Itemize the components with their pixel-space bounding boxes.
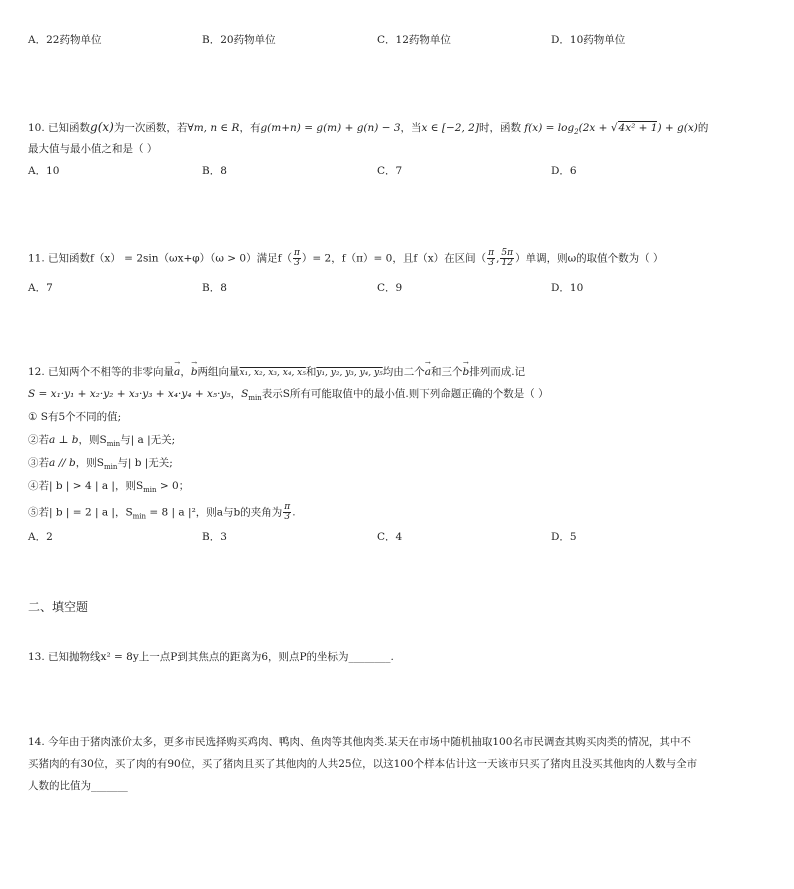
q11-frac2-den: 3 — [488, 258, 494, 268]
q12-s-definition: S = x₁·y₁ + x₂·y₂ + x₃·y₃ + x₄·y₄ + x₅·y₅ — [28, 388, 231, 400]
q12-line2-c: 表示S所有可能取值中的最小值.则下列命题正确的个数是（ ） — [261, 388, 549, 400]
q12-line1-f: 和三个 — [430, 366, 463, 378]
q10-eq: g(m+n) = g(m) + g(n) − 3 — [260, 122, 401, 134]
q12-vec-a: → a — [174, 366, 180, 379]
q11-suffix: ）单调，则ω的取值个数为（ ） — [515, 252, 664, 265]
q10-option-b: B．8 — [202, 165, 227, 177]
q12-item2-b: a ⊥ b — [49, 434, 79, 446]
q12-smin: S — [241, 388, 249, 400]
q9-option-a: A．22药物单位 — [28, 34, 102, 46]
q14-stem-line2: 买猪肉的有30位，买了肉的有90位，买了猪肉且买了其他肉的人共25位，以这100个样本估计这一天该市只买了猪肉且没买其他肉的人数与全市 — [28, 758, 698, 770]
q11-frac1-num: π — [294, 248, 300, 258]
q10-option-a: A．10 — [28, 165, 60, 177]
q12-option-a: A．2 — [28, 531, 53, 543]
q12-line2-b: ， — [230, 388, 242, 400]
q11-prefix: 11. 已知函数f（x） = 2sin（ωx+φ）（ω > 0）满足f（ — [28, 252, 292, 265]
q12-option-b: B．3 — [202, 531, 227, 543]
q12-smin-sub: min — [248, 394, 262, 403]
q12-option-d: D．5 — [551, 531, 577, 543]
q12-vec-b-2: → b — [462, 366, 469, 379]
q12-item-5 — [28, 503, 296, 522]
q9-option-d: D．10药物单位 — [551, 34, 626, 46]
q12-stem-line1 — [28, 366, 525, 379]
q12-line1-g: 排列而成.记 — [469, 366, 526, 378]
q10-t3: ，当 — [400, 122, 422, 134]
q10-stem-line2: 最大值与最小值之和是（ ） — [28, 143, 158, 155]
q12-stem-line2 — [28, 388, 549, 403]
q11-frac3-num: 5π — [501, 248, 514, 258]
q12-item3-d: min — [103, 463, 118, 472]
q12-item3-e: 与| b |无关; — [117, 457, 173, 469]
q12-xs: x₁, x₂, x₃, x₄, x₅ — [239, 368, 306, 378]
q10-t4: 时，函数 — [478, 122, 521, 134]
q12-item5-frac — [283, 503, 291, 522]
q12-item-2 — [28, 434, 175, 449]
q12-line1-b: ， — [180, 366, 191, 378]
q10-func-sqrt: 4x² + 1 — [618, 122, 658, 134]
q12-item2-e: 与| a |无关; — [120, 434, 176, 446]
q10-option-c: C．7 — [377, 165, 403, 177]
q12-line1-a: 12. 已知两个不相等的非零向量 — [28, 366, 175, 378]
q10-forall: ∀m, n ∈ R — [187, 122, 240, 134]
q9-option-c: C．12药物单位 — [377, 34, 451, 46]
q11-stem — [28, 249, 663, 268]
q11-option-a: A．7 — [28, 282, 53, 294]
q11-frac1-den: 3 — [294, 258, 300, 268]
q10-stem-line1 — [28, 120, 708, 137]
q11-frac1 — [293, 249, 301, 268]
section-title-fill-in: 二、填空题 — [28, 600, 89, 614]
q12-option-c: C．4 — [377, 531, 403, 543]
q11-frac3-den: 12 — [501, 258, 513, 268]
q12-ys: y₁, y₂, y₃, y₄, y₅ — [316, 368, 383, 378]
q10-func-left: f(x) = log — [524, 122, 575, 134]
q12-item-1: ① S有5个不同的值; — [28, 411, 122, 423]
q10-gx: g(x) — [90, 120, 114, 134]
q9-option-b: B．20药物单位 — [202, 34, 276, 46]
q10-option-d: D．6 — [551, 165, 577, 177]
q12-item5-b: min — [132, 512, 147, 521]
q11-frac3 — [500, 249, 514, 268]
q10-func-sub: 2 — [574, 128, 579, 137]
q12-item2-d: min — [106, 440, 121, 449]
q12-item4-a: ④若| b | > 4 | a |，则S — [28, 480, 144, 492]
q14-stem-line3: 人数的比值为_______ — [28, 780, 128, 792]
q10-t5: 的 — [697, 122, 709, 134]
q12-item2-c: ，则S — [78, 434, 107, 446]
q10-t2: ，有 — [239, 122, 261, 134]
q12-item5-num: π — [284, 502, 291, 512]
q12-item5-end: . — [292, 506, 296, 519]
q12-item2-a: ②若 — [28, 434, 49, 446]
q12-item4-c: > 0； — [156, 480, 190, 492]
q12-item3-a: ③若 — [28, 457, 49, 469]
q12-item3-b: a // b — [49, 457, 76, 469]
q12-item4-b: min — [143, 486, 157, 495]
q14-stem-line1: 14. 今年由于猪肉涨价太多，更多市民选择购买鸡肉、鸭肉、鱼肉等其他肉类.某天在市场中随机抽取100名市民调查其购买肉类的情况，其中不 — [28, 736, 691, 748]
q12-vec-a-2: → a — [425, 366, 431, 379]
q12-item5-a: ⑤若| b | = 2 | a |，S — [28, 506, 133, 519]
q11-option-d: D．10 — [551, 282, 584, 294]
q12-item3-c: ，则S — [75, 457, 104, 469]
q12-item-4 — [28, 480, 189, 495]
q11-option-b: B．8 — [202, 282, 227, 294]
q12-line1-c: 两组向量 — [197, 366, 240, 378]
q12-item5-den: 3 — [284, 512, 291, 522]
q10-func-mid: (2x + — [578, 122, 611, 134]
q11-comma: , — [496, 252, 500, 265]
q10-interval: x ∈ [−2, 2] — [421, 122, 479, 134]
q12-line1-e: 均由二个 — [382, 366, 425, 378]
q10-function: $f(x) = \log_2(2x + √4x^2 + 1) + g(x)$ — [524, 122, 698, 137]
q12-vec-b: → b — [191, 366, 198, 379]
q12-item-3 — [28, 457, 173, 472]
q11-frac2-num: π — [488, 248, 495, 258]
q11-mid: ）= 2，f（π）= 0，且f（x）在区间（ — [301, 252, 487, 265]
q13-stem: 13. 已知抛物线x² = 8y上一点P到其焦点的距离为6，则点P的坐标为________. — [28, 651, 394, 663]
q11-frac2 — [487, 249, 495, 268]
q12-line1-d: 和 — [305, 366, 317, 378]
q11-option-c: C．9 — [377, 282, 403, 294]
q10-t1: 为一次函数，若 — [113, 122, 188, 134]
q12-item5-c: = 8 | a |²，则a与b的夹角为 — [146, 506, 283, 519]
q10-prefix: 10. 已知函数 — [28, 122, 91, 134]
q10-func-right: ) + g(x) — [657, 122, 698, 134]
